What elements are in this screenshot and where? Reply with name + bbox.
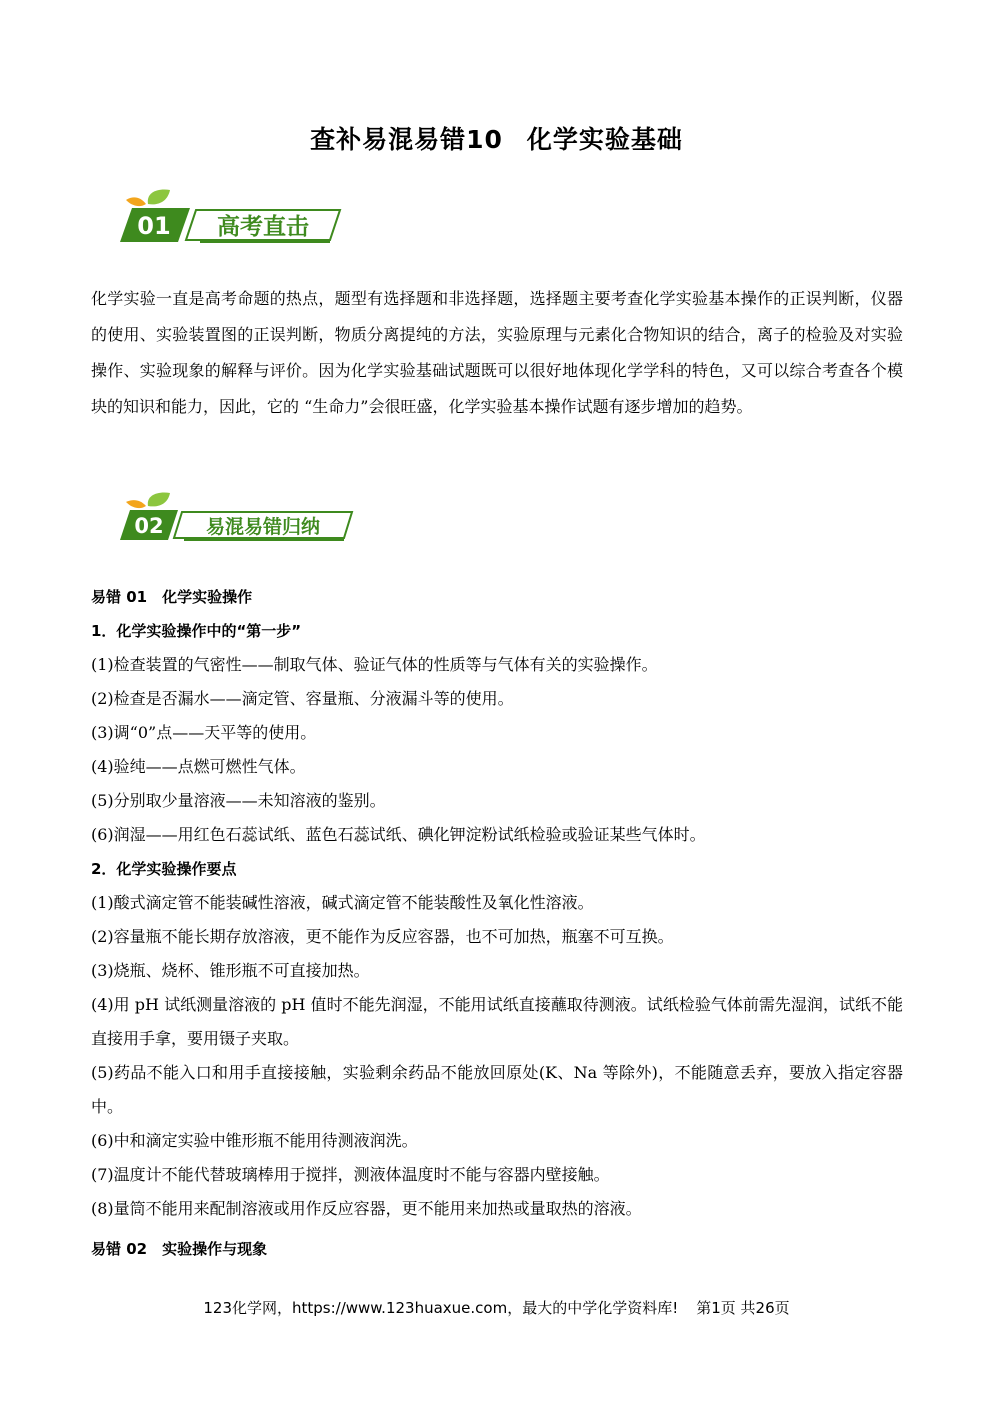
leaf-icon (126, 190, 170, 207)
section-label: 高考直击 (217, 214, 309, 240)
list-item: (1)酸式滴定管不能装碱性溶液，碱式滴定管不能装酸性及氧化性溶液。 (91, 893, 594, 912)
leaf-icon (126, 493, 170, 509)
list-item: (2)检查是否漏水——滴定管、容量瓶、分液漏斗等的使用。 (91, 689, 514, 708)
content-body (91, 580, 903, 1266)
list-item: (4)验纯——点燃可燃性气体。 (91, 757, 306, 776)
list-item: (7)温度计不能代替玻璃棒用于搅拌，测液体温度时不能与容器内壁接触。 (91, 1165, 610, 1184)
list-item: (3)调“0”点——天平等的使用。 (91, 723, 317, 742)
page-title (0, 120, 993, 156)
list-item: (6)中和滴定实验中锥形瓶不能用待测液润洗。 (91, 1131, 418, 1150)
section-badge-02 (118, 490, 358, 546)
list-item: (5)分别取少量溶液——未知溶液的鉴别。 (91, 791, 386, 810)
title-sub: 化学实验基础 (526, 125, 683, 154)
title-main: 查补易混易错10 (310, 125, 503, 154)
error-heading: 易错 01 化学实验操作 (91, 588, 253, 606)
list-item: (4)用 pH 试纸测量溶液的 pH 值时不能先润湿，不能用试纸直接蘸取待测液。试纸检验气体前需先湿润，试纸不能直接用手拿，要用镊子夹取。 (91, 995, 903, 1048)
subsection-heading: 2．化学实验操作要点 (91, 860, 237, 878)
section-badge-graphic (118, 490, 358, 546)
list-item: (5)药品不能入口和用手直接接触，实验剩余药品不能放回原处(K、Na 等除外)，不能随意丢弃，要放入指定容器中。 (91, 1063, 903, 1116)
section-label: 易混易错归纳 (205, 516, 321, 538)
intro-paragraph: 化学实验一直是高考命题的热点，题型有选择题和非选择题，选择题主要考查化学实验基本操作的正误判断，仪器的使用、实验装置图的正误判断，物质分离提纯的方法，实验原理与元素化合物知识的结合，离子的检验及对实验操作、实验现象的解释与评价。因为化学实验基础试题既可以很好地体现化学学科的特色，又可以综合考查各个模块的知识和能力，因此，它的 “生命力”会很旺盛，化学实验基本操作试题有逐步增加的趋势。 (91, 289, 903, 416)
section-badge-graphic (118, 186, 348, 246)
page-number: 第1页 共26页 (696, 1299, 790, 1317)
section-number: 01 (137, 212, 171, 240)
section-number: 02 (134, 514, 164, 538)
list-item: (1)检查装置的气密性——制取气体、验证气体的性质等与气体有关的实验操作。 (91, 655, 658, 674)
section-badge-01 (118, 186, 348, 246)
error-heading: 易错 02 实验操作与现象 (91, 1240, 268, 1258)
footer-text: 123化学网，https://www.123huaxue.com，最大的中学化学资料库! (203, 1299, 679, 1317)
page-footer (0, 1297, 993, 1318)
list-item: (3)烧瓶、烧杯、锥形瓶不可直接加热。 (91, 961, 370, 980)
list-item: (8)量筒不能用来配制溶液或用作反应容器，更不能用来加热或量取热的溶液。 (91, 1199, 642, 1218)
subsection-heading: 1．化学实验操作中的“第一步” (91, 622, 302, 640)
list-item: (6)润湿——用红色石蕊试纸、蓝色石蕊试纸、碘化钾淀粉试纸检验或验证某些气体时。 (91, 825, 706, 844)
list-item: (2)容量瓶不能长期存放溶液，更不能作为反应容器，也不可加热，瓶塞不可互换。 (91, 927, 674, 946)
